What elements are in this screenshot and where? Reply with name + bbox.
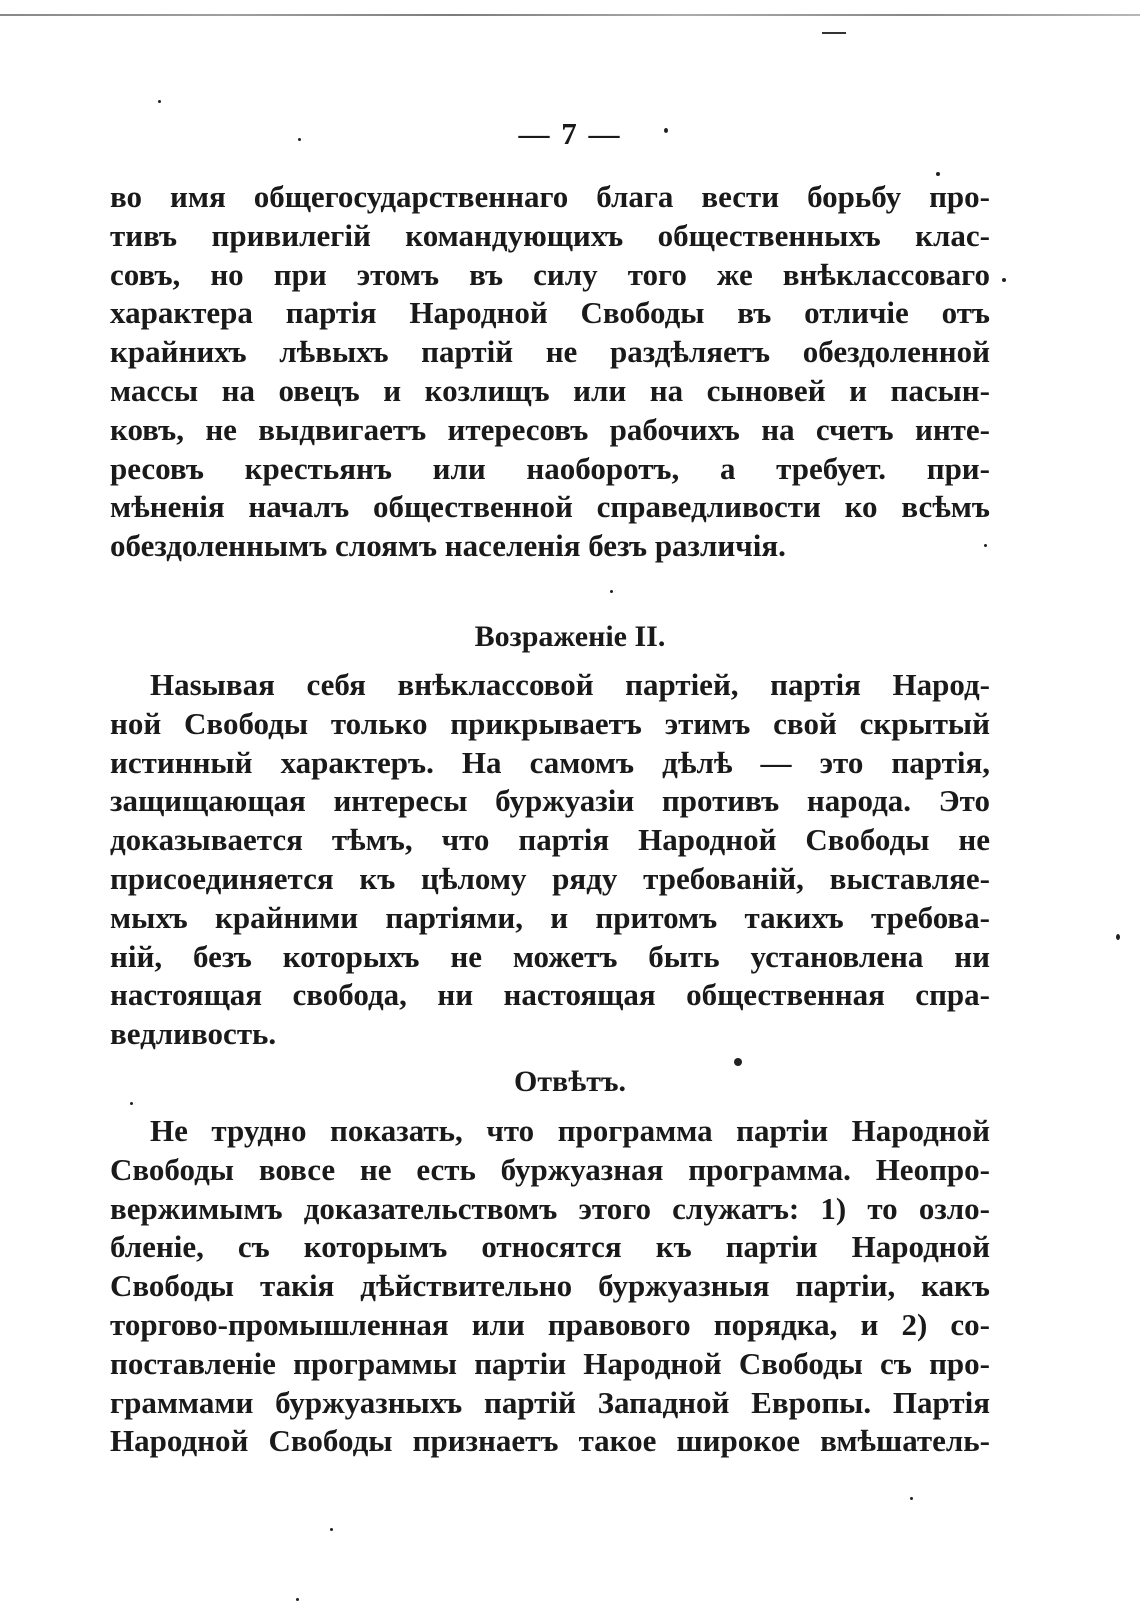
paragraph-objection	[110, 666, 990, 1054]
text-line: бленіе, съ которымъ относятся къ партіи Народной	[110, 1229, 990, 1265]
scan-speck	[664, 128, 668, 133]
text-line: Свободы вовсе не есть буржуазная программа. Неопро-	[110, 1151, 990, 1187]
text-line: ній, безъ которыхъ не можетъ быть установлена ни	[110, 938, 990, 974]
text-line: характера партія Народной Свободы въ отличіе отъ	[110, 295, 990, 331]
text-line: настоящая свобода, ни настоящая общественная спра-	[110, 977, 990, 1013]
text-line: истинный характеръ. На самомъ дѣлѣ — это партія,	[110, 744, 990, 780]
scan-speck	[1002, 278, 1006, 282]
scan-speck	[296, 1598, 299, 1601]
text-line: ведливость.	[110, 1016, 277, 1052]
top-border-rule	[0, 14, 1140, 16]
page-number: — 7 —	[518, 116, 622, 151]
text-line: Не трудно показать, что программа партіи Народной	[150, 1113, 990, 1148]
text-line: Народной Свободы признаетъ такое широкое вмѣшатель-	[110, 1423, 990, 1459]
scan-speck	[936, 172, 940, 176]
scan-speck	[130, 1102, 133, 1105]
section-heading-answer: Отвѣтъ.	[513, 1065, 626, 1098]
scan-speck	[910, 1497, 913, 1500]
text-line: ковъ, не выдвигаетъ итересовъ рабочихъ на счетъ инте-	[110, 411, 990, 447]
text-line: защищающая интересы буржуазіи противъ народа. Это	[110, 783, 990, 819]
text-line: присоединяется къ цѣлому ряду требованій, выставляе-	[110, 860, 990, 896]
text-line: обездоленнымъ слоямъ населенія безъ различія.	[110, 528, 786, 564]
text-line: ресовъ крестьянъ или наоборотъ, а требует. при-	[110, 450, 990, 486]
text-line: доказывается тѣмъ, что партія Народной Свободы не	[110, 822, 990, 858]
top-mark	[822, 32, 846, 34]
scan-speck	[298, 138, 301, 141]
text-line: во имя общегосударственнаго блага вести борьбу про-	[110, 179, 990, 214]
text-line: тивъ привилегій командующихъ общественныхъ клас-	[110, 217, 990, 253]
text-line: Наsывая себя внѣклассовой партіей, партія Народ-	[150, 667, 990, 702]
scan-speck	[1116, 934, 1120, 940]
text-line: ной Свободы только прикрываетъ этимъ свой скрытый	[110, 705, 990, 741]
scan-speck	[158, 100, 161, 103]
text-line: мѣненія началъ общественной справедливости ко всѣмъ	[110, 489, 990, 525]
text-line: мыхъ крайними партіями, и притомъ такихъ требова-	[110, 899, 990, 935]
paragraph-answer	[110, 1112, 990, 1461]
text-line: совъ, но при этомъ въ силу того же внѣклассоваго	[110, 256, 990, 292]
scan-speck	[984, 544, 987, 547]
text-line: крайнихъ лѣвыхъ партій не раздѣляетъ обездоленной	[110, 334, 990, 370]
text-line: Свободы такія дѣйствительно буржуазныя партіи, какъ	[110, 1268, 990, 1304]
scan-speck	[734, 1058, 742, 1066]
text-line: поставленіе программы партіи Народной Свободы съ про-	[110, 1345, 990, 1381]
text-line: массы на овецъ и козлищъ или на сыновей и пасын-	[110, 372, 990, 408]
scan-speck	[610, 590, 613, 593]
text-line: торгово-промышленная или правового порядка, и 2) со-	[110, 1306, 990, 1342]
text-line: граммами буржуазныхъ партій Западной Европы. Партія	[110, 1384, 990, 1420]
section-heading-objection: Возраженіе II.	[474, 620, 666, 653]
text-line: вержимымъ доказательствомъ этого служатъ: 1) то озло-	[110, 1190, 990, 1226]
paragraph-continuation	[110, 178, 990, 566]
scan-speck	[330, 1528, 333, 1531]
